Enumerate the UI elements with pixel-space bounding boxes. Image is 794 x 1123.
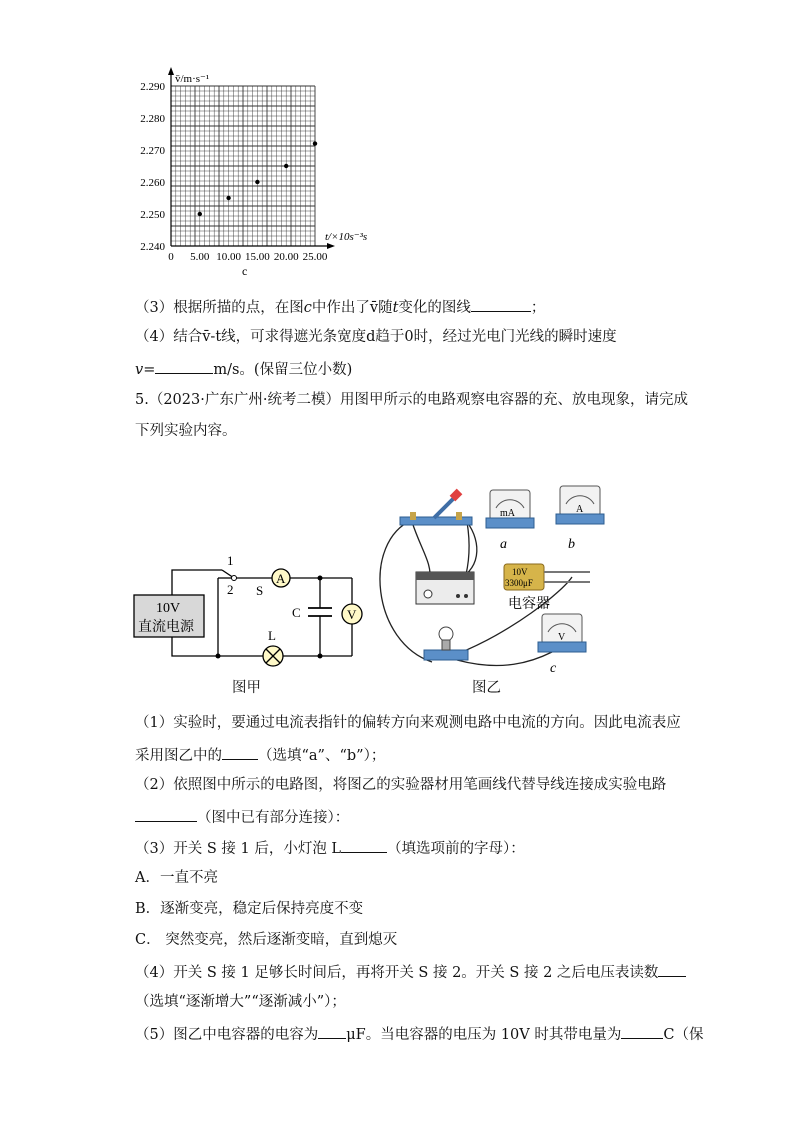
answer-blank[interactable] (135, 806, 197, 822)
figure-caption-yi: 图乙 (472, 680, 501, 696)
switch-label-s: S (256, 583, 264, 598)
capacitor-rating-2: 3300μF (505, 578, 533, 588)
question-4-line1: （4）结合v̄-t线，可求得遮光条宽度d趋于0时，经过光电门光线的瞬时速度 (135, 329, 617, 345)
y-tick-label: 2.260 (140, 177, 165, 189)
data-point (284, 164, 288, 168)
option-b: B．逐渐变亮，稳定后保持亮度不变 (135, 901, 364, 917)
source-label-1: 10V (156, 601, 181, 616)
problem-5-line2: 下列实验内容。 (135, 423, 237, 439)
switch-label-2: 2 (227, 582, 234, 597)
option-c: C． 突然变亮，然后逐渐变暗，直到熄灭 (135, 932, 398, 948)
figure-caption-jia: 图甲 (232, 680, 261, 696)
capacitor-label: C (292, 605, 301, 620)
y-tick-label: 2.290 (140, 81, 165, 93)
p5-q4-line1: （4）开关 S 接 1 足够长时间后，再将开关 S 接 2。开关 S 接 2 之后电压表读数 (135, 961, 686, 983)
wire-f (457, 652, 552, 665)
lamp-on-base (424, 627, 468, 660)
p5-q1-line1: （1）实验时，要通过电流表指针的偏转方向来观测电路中电流的方向。因此电流表应 (135, 715, 681, 731)
voltmeter-label: V (347, 607, 357, 622)
meter-b-label: b (568, 537, 575, 552)
data-point (313, 141, 317, 145)
y-tick-labels (140, 81, 165, 253)
meter-a-label: a (500, 537, 507, 552)
apparatus-drawing (372, 482, 612, 680)
y-tick-label: 2.280 (140, 113, 165, 125)
meter-c-unit: V (558, 632, 566, 643)
meter-c-label: c (550, 661, 557, 676)
capacitor-rating-1: 10V (512, 567, 528, 577)
problem-5-line1: 5.（2023·广东广州·统考二模）用图甲所示的电路观察电容器的充、放电现象，请完成 (135, 392, 688, 408)
p5-q5: （5）图乙中电容器的电容为 μF。当电容器的电压为 10V 时其带电量为 C（保 (135, 1023, 703, 1045)
knife-switch (400, 489, 472, 525)
option-a: A．一直不亮 (135, 870, 218, 886)
x-tick-label: 10.00 (216, 251, 241, 263)
answer-blank[interactable] (155, 358, 213, 374)
p5-q3: （3）开关 S 接 1 后，小灯泡 L （填选项前的字母）： (135, 837, 525, 859)
answer-blank[interactable] (658, 961, 686, 977)
x-axis-arrow (327, 243, 335, 249)
x-tick-label: 5.00 (190, 251, 210, 263)
graph-grid (171, 86, 315, 246)
y-axis-label: v̄/m·s⁻¹ (175, 73, 210, 85)
graph-caption: c (242, 264, 248, 278)
capacitor-caption: 电容器 (508, 597, 550, 612)
x-tick-label: 25.00 (302, 251, 328, 263)
answer-blank[interactable] (471, 296, 531, 312)
x-tick-label: 15.00 (245, 251, 270, 263)
x-tick-labels (168, 251, 328, 263)
x-tick-label: 0 (168, 251, 174, 263)
source-label-2: 直流电源 (138, 620, 194, 635)
answer-blank[interactable] (222, 744, 258, 760)
y-axis-arrow (168, 67, 174, 75)
x-axis-label: t/×10s⁻³s (325, 231, 368, 243)
data-point (226, 196, 230, 200)
y-tick-label: 2.240 (140, 241, 165, 253)
switch-label-1: 1 (227, 553, 234, 568)
meter-b-unit: A (576, 504, 584, 515)
circuit-diagram (130, 548, 370, 698)
p5-q1-line2: 采用图乙中的 （选填“a”、“b”）； (135, 744, 385, 766)
y-tick-label: 2.270 (140, 145, 165, 157)
data-point (255, 180, 259, 184)
answer-blank[interactable] (318, 1023, 346, 1039)
lamp-label: L (268, 628, 276, 643)
question-3: （3）根据所描的点，在图c中作出了v̄随t变化的图线 ； (135, 296, 545, 318)
velocity-time-graph (125, 62, 395, 282)
ammeter-label: A (276, 571, 286, 586)
x-tick-label: 20.00 (273, 251, 299, 263)
dc-power-supply (416, 572, 474, 604)
question-4-line2: v= m/s。(保留三位小数) (135, 358, 352, 380)
p5-q4-line2: （选填“逐渐增大”“逐渐减小”）； (135, 994, 346, 1010)
y-tick-label: 2.250 (140, 209, 165, 221)
answer-blank[interactable] (341, 837, 387, 853)
answer-blank[interactable] (621, 1023, 663, 1039)
meter-a-unit: mA (500, 508, 515, 519)
data-point (198, 212, 202, 216)
p5-q2-line2: （图中已有部分连接）： (135, 806, 349, 828)
wire-top-left (172, 570, 222, 595)
p5-q2-line1: （2）依照图中所示的电路图，将图乙的实验器材用笔画线代替导线连接成实验电路 (135, 777, 667, 793)
